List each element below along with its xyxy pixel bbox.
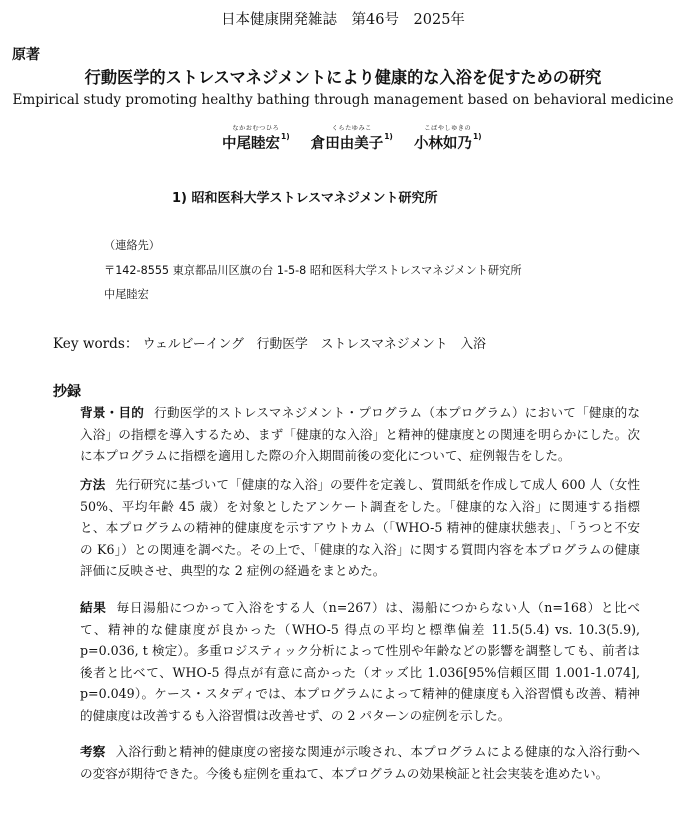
abstract-heading: 抄録 (53, 384, 81, 400)
author-name: 中尾睦宏 (222, 136, 280, 152)
article-genre: 原著 (12, 47, 40, 63)
title-japanese: 行動医学的ストレスマネジメントにより健康的な入浴を促すための研究 (84, 68, 602, 87)
keywords-list: ウェルビーイング 行動医学 ストレスマネジメント 入浴 (142, 337, 486, 352)
section-label: 結果 (80, 600, 107, 615)
author-ruby: こばやしゆきの (424, 125, 472, 132)
contact-name: 中尾睦宏 (104, 288, 149, 301)
author (222, 125, 290, 153)
author-name: 倉田由美子 (310, 136, 384, 152)
abstract-section-methods (80, 474, 640, 582)
section-text: 毎日湯船につかって入浴をする人（n=267）は、湯船につからない人（n=168）と比べて、精神的な健康度が良かった（WHO-5 得点の平均と標準偏差 11.5(5.4) vs. 10.3(5.9), p=0.036, t 検定）。多重ロジスティック分析によって性別や年齢などの影響を調整しても、前者は後者と比べて、WHO-5 得点が有意に高かった（オッズ比 1.036[95%信頼区間 1.001-1.074], p=0.049）。ケース・スタディでは、本プログラムによって精神的健康度も入浴習慣も改善、精神的健康度は改善するも入浴習慣は改善せず、の 2 パターンの症例を示した。 (80, 600, 640, 723)
section-text: 行動医学的ストレスマネジメント・プログラム（本プログラム）において「健康的な入浴」の指標を導入するため、まず「健康的な入浴」と精神的健康度との関連を明らかにした。次に本プログラムに指標を適用した際の介入期間前後の変化について、症例報告をした。 (80, 405, 641, 463)
contact-heading: （連絡先） (104, 239, 160, 252)
title-english: Empirical study promoting healthy bathing through management based on behavioral medicine (12, 92, 674, 108)
keywords-label: Key words： (53, 336, 139, 352)
author-ruby: なかおむつひろ (232, 125, 280, 132)
affiliation-mark: 1) (384, 132, 393, 141)
author (413, 125, 482, 153)
author (310, 125, 393, 153)
section-label: 方法 (80, 477, 106, 492)
contact-address: 〒142-8555 東京都品川区旗の台 1-5-8 昭和医科大学ストレスマネジメント研究所 (104, 264, 522, 277)
affiliation-mark: 1) (281, 132, 290, 141)
keywords (53, 332, 486, 352)
affiliation: 1) 昭和医科大学ストレスマネジメント研究所 (172, 191, 438, 206)
abstract-section-results (80, 597, 640, 726)
section-label: 背景・目的 (80, 405, 145, 420)
section-text: 先行研究に基づいて「健康的な入浴」の要件を定義し、質問紙を作成して成人 600 人（女性 50%、平均年齢 45 歳）を対象としたアンケート調査をした。「健康的な入浴」に関連する指標と、本プログラムの精神的健康度を示すアウトカム（「WHO-5 精神的健康状態表」、「うつと不安の K6」）との関連を調べた。その上で、「健康的な入浴」に関する質問内容を本プログラムの健康評価に反映させ、典型的な 2 症例の経過をまとめた。 (80, 477, 640, 578)
author-ruby: くらたゆみこ (331, 125, 372, 132)
abstract-section-background (80, 402, 640, 467)
affiliation-mark: 1) (472, 132, 482, 141)
section-text: 入浴行動と精神的健康度の密接な関連が示唆され、本プログラムによる健康的な入浴行動への変容が期待できた。今後も症例を重ねて、本プログラムの効果検証と社会実装を進めたい。 (80, 744, 640, 781)
journal-header: 日本健康開発雑誌 第46号 2025年 (221, 12, 465, 28)
author-list (222, 125, 498, 153)
author-name: 小林如乃 (413, 136, 472, 152)
section-label: 考察 (80, 744, 106, 759)
abstract-section-discussion (80, 741, 640, 784)
